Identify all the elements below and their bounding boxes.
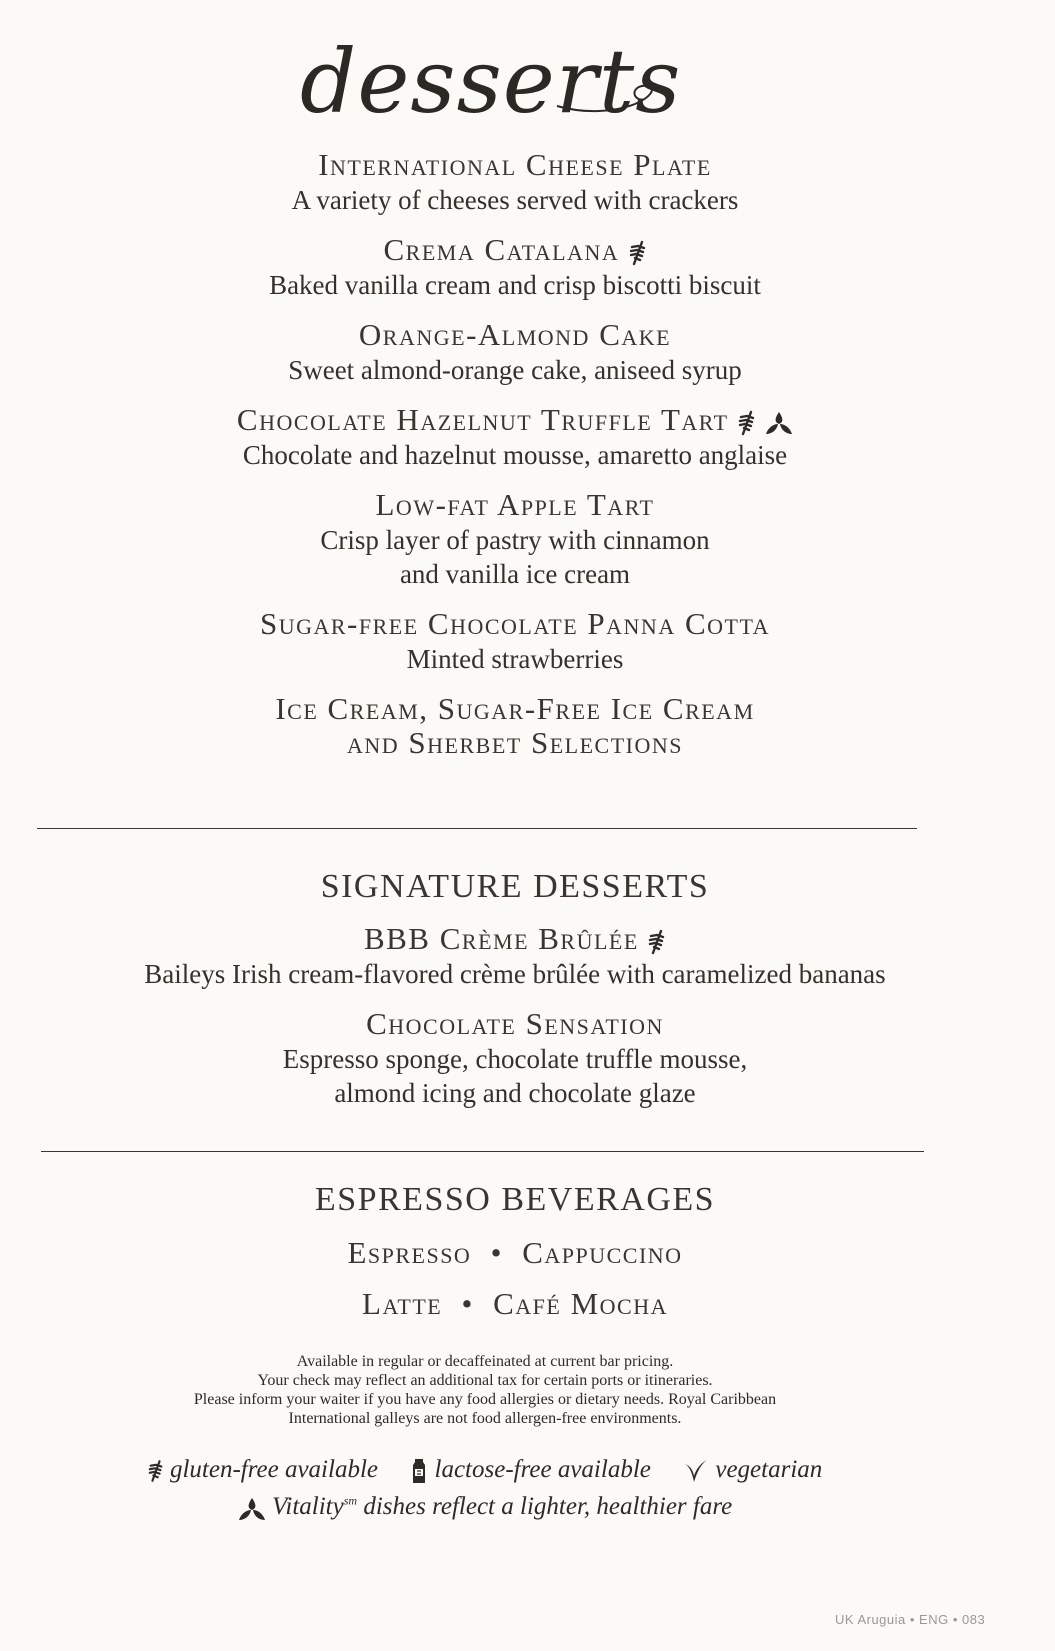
beverage-line: [0, 1236, 1030, 1270]
dessert-item: [0, 233, 1030, 303]
dessert-item: [0, 148, 1030, 218]
dessert-description: Baileys Irish cream-flavored crème brûlée with caramelized bananas: [144, 959, 886, 989]
footnote-line: Your check may reflect an additional tax for certain ports or itineraries.: [257, 1372, 713, 1389]
gluten-free-icon: [648, 929, 666, 955]
dessert-description: A variety of cheeses served with crackers: [291, 185, 739, 215]
beverage-line: [0, 1287, 1030, 1321]
section-divider: [41, 1151, 924, 1152]
dessert-item: [0, 1007, 1030, 1111]
legend-vitality-description: dishes reflect a lighter, healthier fare: [357, 1493, 733, 1521]
dessert-name: Chocolate Hazelnut Truffle Tart: [236, 402, 729, 437]
title-flourish-icon: [555, 70, 665, 120]
dessert-name: and Sherbet Selections: [347, 725, 683, 760]
dessert-description: Minted strawberries: [406, 644, 624, 674]
dessert-item: [0, 318, 1030, 388]
section-divider: [37, 828, 917, 829]
dessert-name: Low-fat Apple Tart: [375, 487, 655, 522]
legend-gluten-free: gluten-free available: [169, 1456, 378, 1483]
dessert-description: Crisp layer of pastry with cinnamon: [320, 525, 710, 555]
beverage-name: Café Mocha: [493, 1286, 668, 1321]
dessert-name: Sugar-free Chocolate Panna Cotta: [259, 606, 771, 641]
vegetarian-icon: [683, 1458, 709, 1484]
dessert-item: [0, 488, 1030, 592]
beverage-name: Latte: [362, 1286, 443, 1321]
legend: [0, 1456, 970, 1522]
footnote-line: Available in regular or decaffeinated at current bar pricing.: [296, 1353, 674, 1370]
dessert-description: almond icing and chocolate glaze: [334, 1078, 696, 1108]
gluten-free-icon: [629, 240, 647, 266]
page-title: desserts: [300, 30, 682, 133]
dessert-name: Orange-Almond Cake: [358, 317, 672, 352]
dessert-name: BBB Crème Brûlée: [363, 921, 639, 956]
legend-vitality: Vitality: [271, 1493, 344, 1521]
footnote-line: International galleys are not food allergen-free environments.: [288, 1410, 682, 1427]
gluten-free-icon: [148, 1459, 164, 1483]
dessert-item: [0, 403, 1030, 473]
bullet-separator: •: [461, 1286, 474, 1321]
dessert-description: Baked vanilla cream and crisp biscotti biscuit: [269, 270, 761, 300]
dessert-item: [0, 922, 1030, 992]
dessert-name: International Cheese Plate: [318, 147, 712, 182]
legend-lactose-free: lactose-free available: [434, 1456, 651, 1483]
dessert-item: [0, 607, 1030, 677]
beverage-name: Espresso: [347, 1235, 472, 1270]
dessert-description: Espresso sponge, chocolate truffle mousse,: [282, 1044, 748, 1074]
dessert-description: and vanilla ice cream: [399, 559, 631, 589]
gluten-free-icon: [738, 410, 756, 436]
section-heading: SIGNATURE DESSERTS: [320, 868, 710, 905]
dessert-name: Ice Cream, Sugar-Free Ice Cream: [275, 691, 755, 726]
bullet-separator: •: [490, 1235, 503, 1270]
lactose-free-icon: [410, 1457, 428, 1485]
service-mark: sm: [343, 1493, 358, 1508]
footnote: [0, 1352, 970, 1428]
dessert-name: Chocolate Sensation: [366, 1006, 664, 1041]
vitality-icon: [238, 1496, 266, 1522]
section-heading: ESPRESSO BEVERAGES: [314, 1181, 716, 1218]
footnote-line: Please inform your waiter if you have any food allergies or dietary needs. Royal Caribbean: [193, 1391, 777, 1408]
signature-section: [0, 867, 1030, 907]
beverage-name: Cappuccino: [522, 1235, 683, 1270]
legend-vegetarian: vegetarian: [715, 1456, 823, 1483]
dessert-item: [0, 692, 1030, 760]
espresso-section: [0, 1180, 1030, 1220]
dessert-name: Crema Catalana: [383, 232, 620, 267]
vitality-icon: [765, 410, 793, 436]
dessert-description: Chocolate and hazelnut mousse, amaretto anglaise: [242, 440, 788, 470]
dessert-description: Sweet almond-orange cake, aniseed syrup: [288, 355, 742, 385]
menu-code: UK Aruguia • ENG • 083: [835, 1612, 986, 1627]
